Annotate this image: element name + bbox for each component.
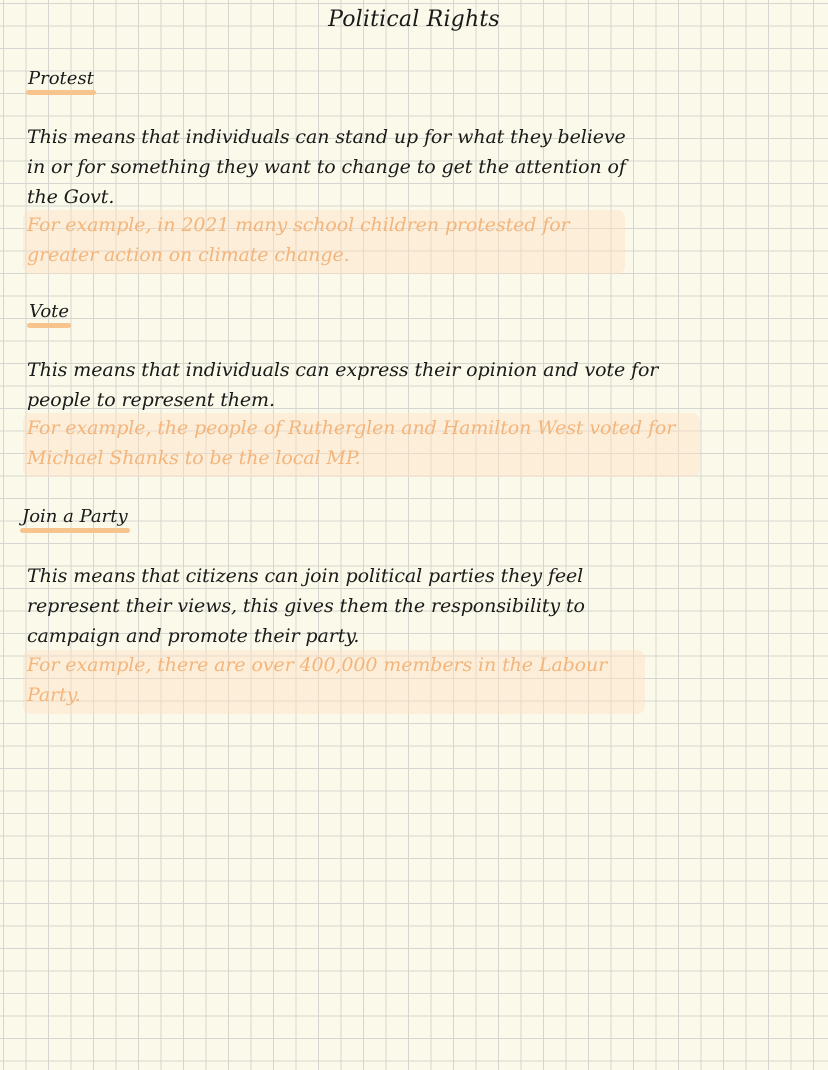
heading-underline (27, 323, 71, 328)
section-example-join-a-party: For example, there are over 400,000 members in the Labour Party. (23, 650, 645, 714)
section-heading-label: Join a Party (22, 506, 128, 527)
section-heading-join-a-party (20, 504, 130, 530)
section-body-protest: This means that individuals can stand up for what they believe in or for something they want to change to get the attention of the Govt. (27, 126, 626, 208)
heading-underline (20, 528, 130, 533)
section-body-vote: This means that individuals can express their opinion and vote for people to represent them. (27, 359, 659, 411)
section-heading-label: Vote (29, 301, 70, 322)
page-title: Political Rights (328, 7, 500, 32)
section-example-protest: For example, in 2021 many school children protested for greater action on climate change. (23, 210, 625, 274)
section-body-join-a-party: This means that citizens can join political parties they feel represent their views, this gives them the responsibility to campaign and promote their party. (27, 565, 585, 647)
heading-underline (26, 90, 96, 95)
section-heading-label: Protest (28, 68, 94, 89)
section-heading-protest (26, 66, 96, 92)
section-example-vote: For example, the people of Rutherglen and Hamilton West voted for Michael Shanks to be the local MP. (23, 413, 700, 477)
section-heading-vote (27, 299, 71, 325)
